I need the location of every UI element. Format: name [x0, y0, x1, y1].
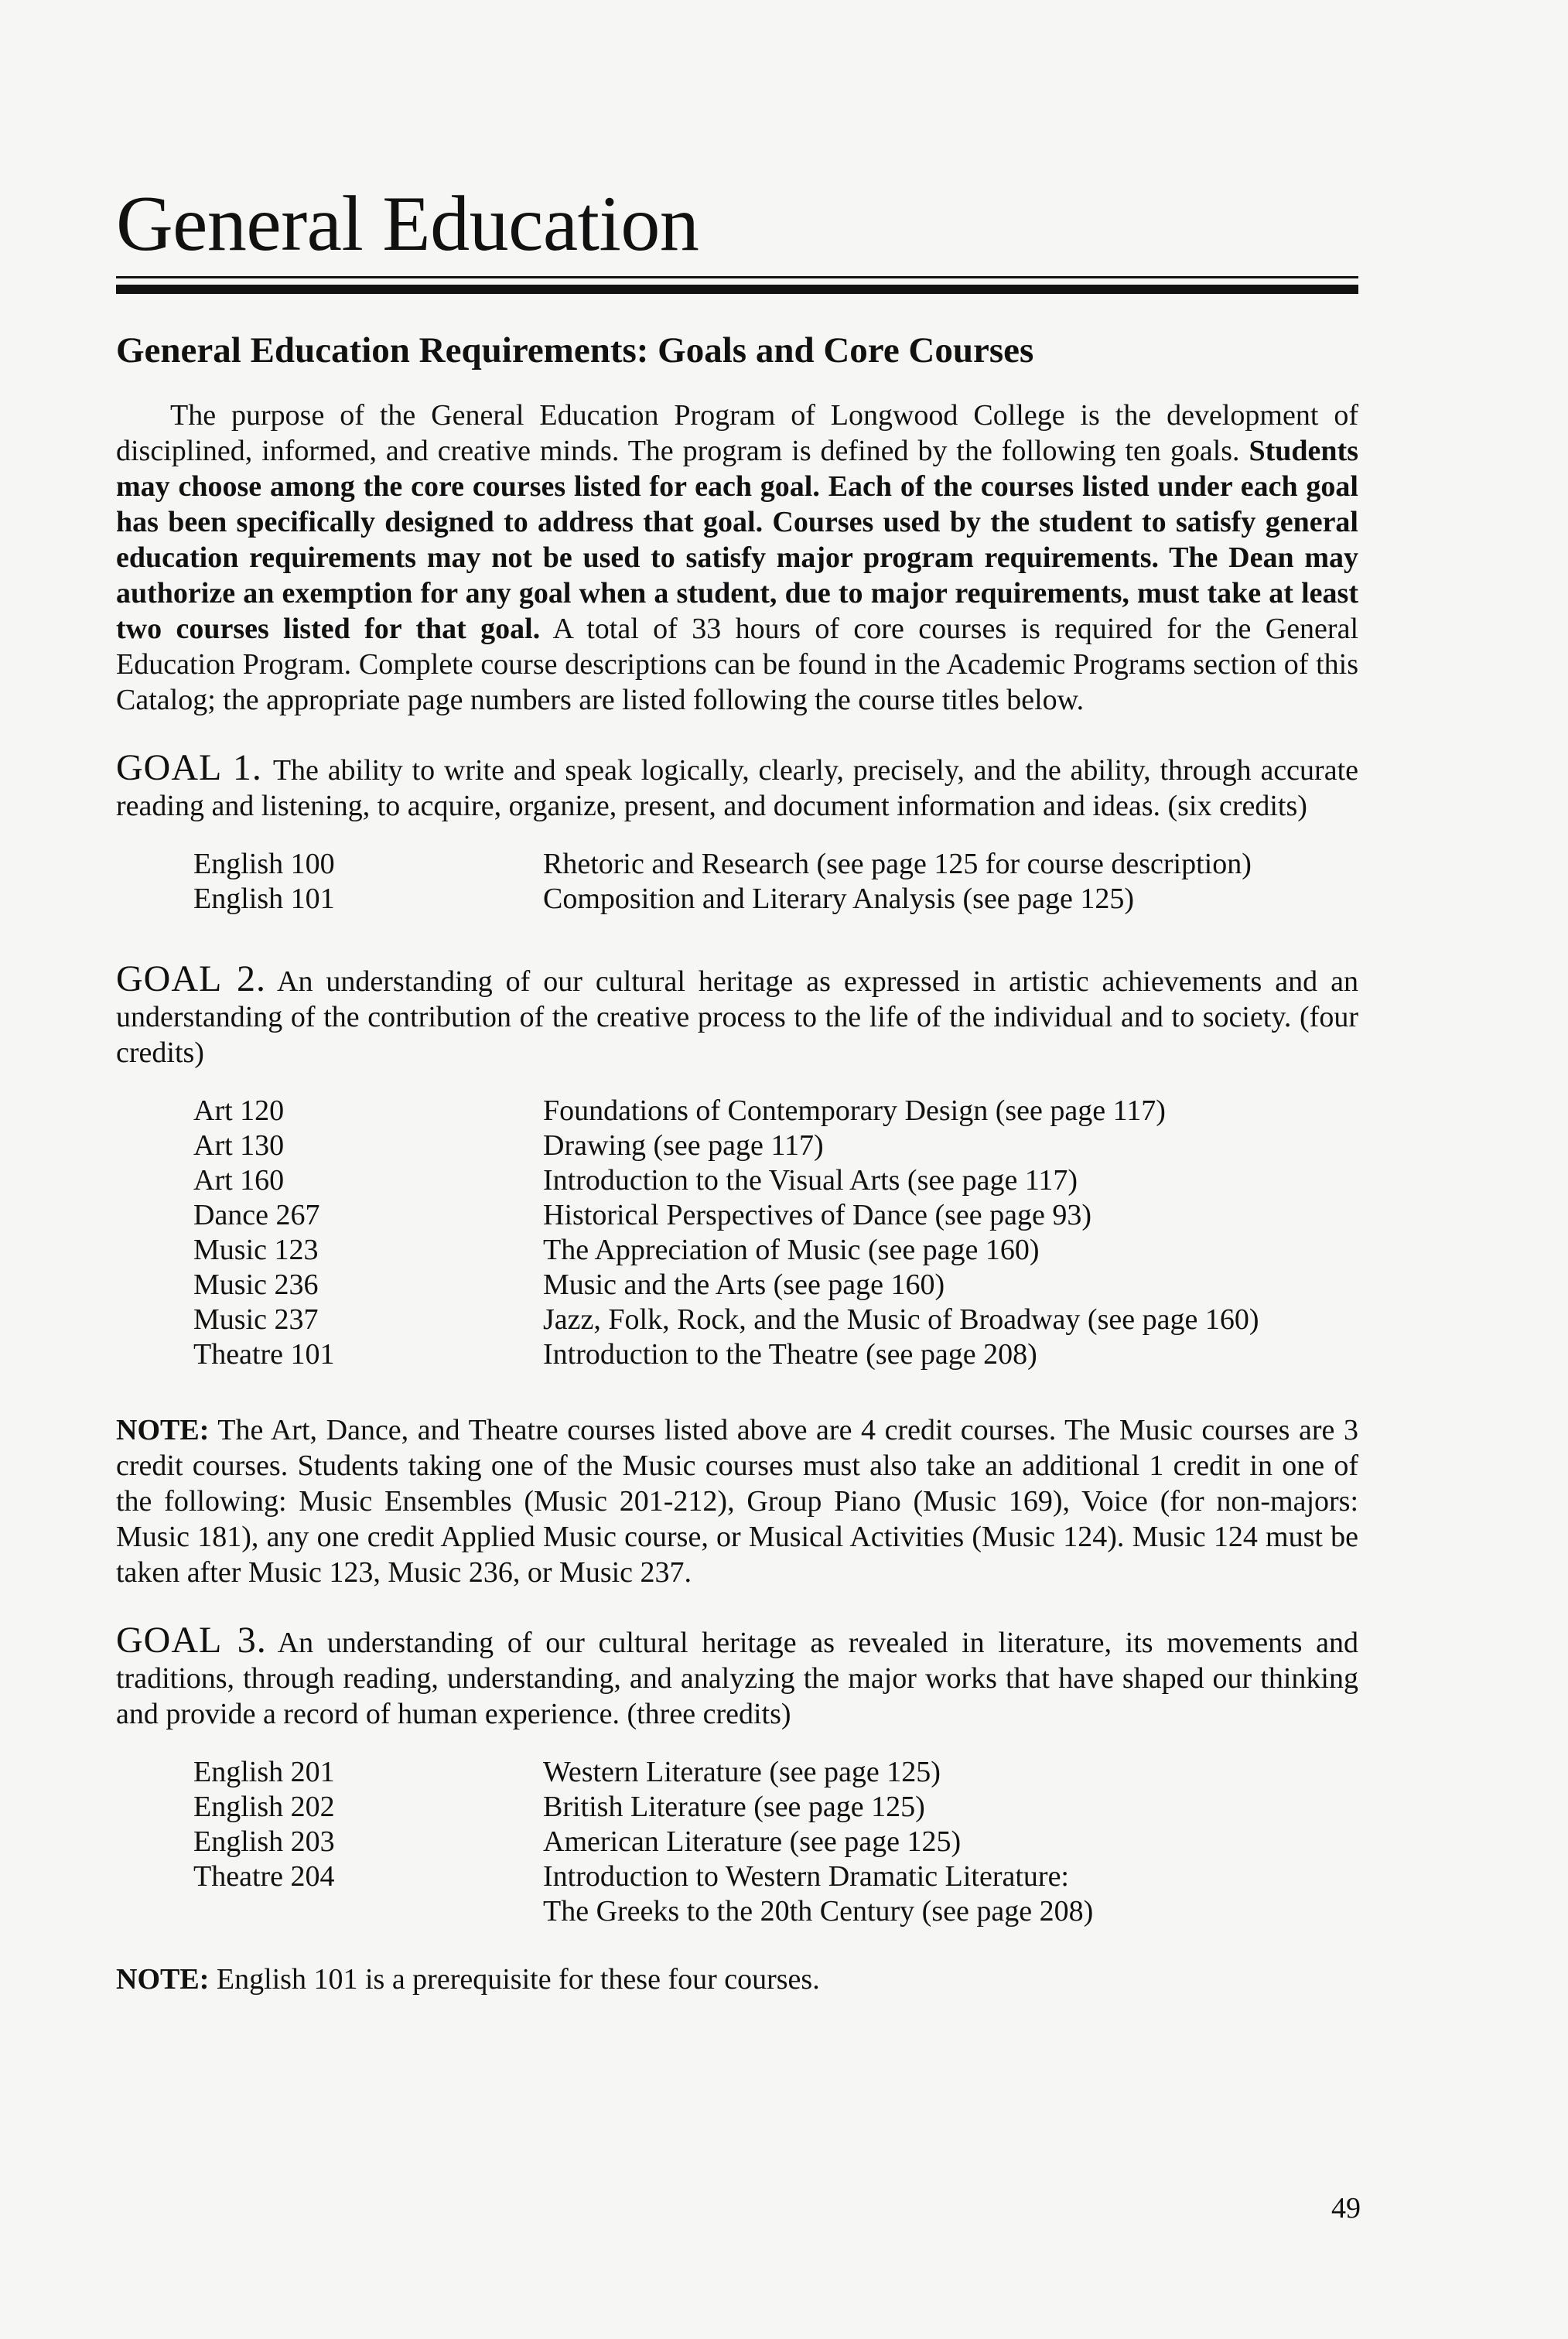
goal-2-course-list	[193, 1094, 1259, 1372]
course-row	[193, 1303, 1259, 1337]
course-code: Theatre 204	[193, 1860, 335, 1893]
course-title: Western Literature (see page 125)	[543, 1756, 941, 1788]
title-rule-thin	[116, 276, 1358, 278]
course-title	[543, 1859, 1093, 1929]
course-row	[193, 1337, 1259, 1372]
goal-1-course-list	[193, 847, 1252, 917]
title-rule-thick	[116, 285, 1358, 294]
goal-2-note	[116, 1412, 1358, 1590]
course-title: Rhetoric and Research (see page 125 for course description)	[543, 848, 1252, 880]
course-code: Music 123	[193, 1234, 319, 1266]
goal-2-text: An understanding of our cultural heritage as expressed in artistic achievements and an understanding of the contribution of the creative process to the life of the individual and to society. (four credits)	[116, 965, 1358, 1069]
intro-text: The purpose of the General Education Program of Longwood College is the development of disciplined, informed, and creative minds. The program is defined by the following ten goals.	[116, 399, 1358, 467]
course-row	[193, 1094, 1259, 1129]
note-text: English 101 is a prerequisite for these four courses.	[209, 1963, 820, 1996]
course-row	[193, 1825, 1093, 1859]
course-title: American Literature (see page 125)	[543, 1825, 962, 1858]
page-number: 49	[1331, 2192, 1361, 2225]
course-row	[193, 1233, 1259, 1268]
page-content	[116, 182, 1358, 1997]
course-title: Music and the Arts (see page 160)	[543, 1269, 945, 1301]
course-row	[193, 1268, 1259, 1303]
course-title: Foundations of Contemporary Design (see page 117)	[543, 1094, 1166, 1127]
course-row	[193, 1755, 1093, 1790]
course-row	[193, 1129, 1259, 1163]
course-code: English 202	[193, 1791, 335, 1823]
intro-bold-text: Students may choose among the core courses listed for each goal. Each of the courses listed under each goal has been specifically designed to address that goal. Courses used by the student to satisfy general education requirements may not be used to satisfy major program requirements. The Dean may authorize an exemption for any goal when a student, due to major requirements, must take at least two courses listed for that goal.	[116, 435, 1358, 645]
course-code: Music 237	[193, 1303, 319, 1336]
course-row	[193, 1790, 1093, 1825]
course-title: The Appreciation of Music (see page 160)	[543, 1234, 1040, 1266]
course-code: English 201	[193, 1756, 335, 1788]
goal-3-course-list	[193, 1755, 1093, 1929]
goal-1-label: GOAL 1	[116, 747, 252, 788]
course-row	[193, 1163, 1259, 1198]
course-title: Introduction to the Visual Arts (see page 117)	[543, 1164, 1078, 1197]
note-label: NOTE:	[116, 1414, 210, 1446]
course-title: British Literature (see page 125)	[543, 1791, 925, 1823]
goal-3-paragraph: GOAL 3. An understanding of our cultural heritage as revealed in literature, its movements and traditions, through reading, understanding, and analyzing the major works that have shaped our thinking and provide a record of human experience. (three credits)	[116, 1620, 1359, 1730]
note-text: The Art, Dance, and Theatre courses listed above are 4 credit courses. The Music courses are 3 credit courses. Students taking one of the Music courses must also take an additional 1 credit in one of the following: Music Ensembles (Music 201-212), Group Piano (Music 169), Voice (for non-majors: Music 181), any one credit Applied Music course, or Musical Activities (Music 124). Music 124 must be taken after Music 123, Music 236, or Music 237.	[116, 1414, 1358, 1589]
section-heading: General Education Requirements: Goals and Core Courses	[116, 330, 1034, 370]
note-label: NOTE:	[116, 1963, 210, 1996]
goal-3-label: GOAL 3	[116, 1620, 257, 1661]
goal-3-text: An understanding of our cultural heritage as revealed in literature, its movements and traditions, through reading, understanding, and analyzing the major works that have shaped our thinking and provide a record of human experience. (three credits)	[116, 1627, 1359, 1730]
goal-1-paragraph: GOAL 1. The ability to write and speak logically, clearly, precisely, and the ability, through accurate reading and listening, to acquire, organize, present, and document information and ideas. (six credits)	[116, 747, 1358, 822]
course-code: English 101	[193, 883, 335, 915]
course-title: Jazz, Folk, Rock, and the Music of Broadway (see page 160)	[543, 1303, 1259, 1336]
course-title: Composition and Literary Analysis (see page 125)	[543, 883, 1135, 915]
course-row	[193, 1859, 1093, 1929]
course-code: English 203	[193, 1825, 335, 1858]
course-code: Art 160	[193, 1164, 285, 1197]
course-code: Art 130	[193, 1129, 285, 1162]
page-title: General Education	[116, 180, 699, 268]
course-code: English 100	[193, 848, 335, 880]
course-code: Theatre 101	[193, 1338, 335, 1371]
goal-2-paragraph: GOAL 2. An understanding of our cultural heritage as expressed in artistic achievements and an understanding of the contribution of the creative process to the life of the individual and to society. (four credits)	[116, 958, 1358, 1069]
course-title: Historical Perspectives of Dance (see page 93)	[543, 1199, 1092, 1231]
course-title-line-2: The Greeks to the 20th Century (see page 208)	[543, 1895, 1094, 1928]
course-row	[193, 882, 1252, 917]
intro-text-end: A total of 33 hours of core courses is required for the General Education Program. Complete course descriptions can be found in the Academic Programs section of this Catalog; the appropriate page numbers are listed following the course titles below.	[116, 613, 1359, 716]
course-title: Introduction to the Theatre (see page 208)	[543, 1338, 1037, 1371]
course-code: Music 236	[193, 1269, 319, 1301]
goal-3-note	[116, 1962, 1358, 1997]
course-title: Drawing (see page 117)	[543, 1129, 824, 1162]
course-title-line-1: Introduction to Western Dramatic Literature:	[543, 1860, 1069, 1893]
goal-2-label: GOAL 2	[116, 958, 256, 999]
course-row	[193, 1198, 1259, 1233]
course-row	[193, 847, 1252, 882]
course-code: Art 120	[193, 1094, 285, 1127]
course-code: Dance 267	[193, 1199, 320, 1231]
goal-1-text: The ability to write and speak logically, clearly, precisely, and the ability, through accurate reading and listening, to acquire, organize, present, and document information and ideas. (six credits)	[116, 754, 1358, 822]
intro-paragraph	[116, 398, 1358, 718]
